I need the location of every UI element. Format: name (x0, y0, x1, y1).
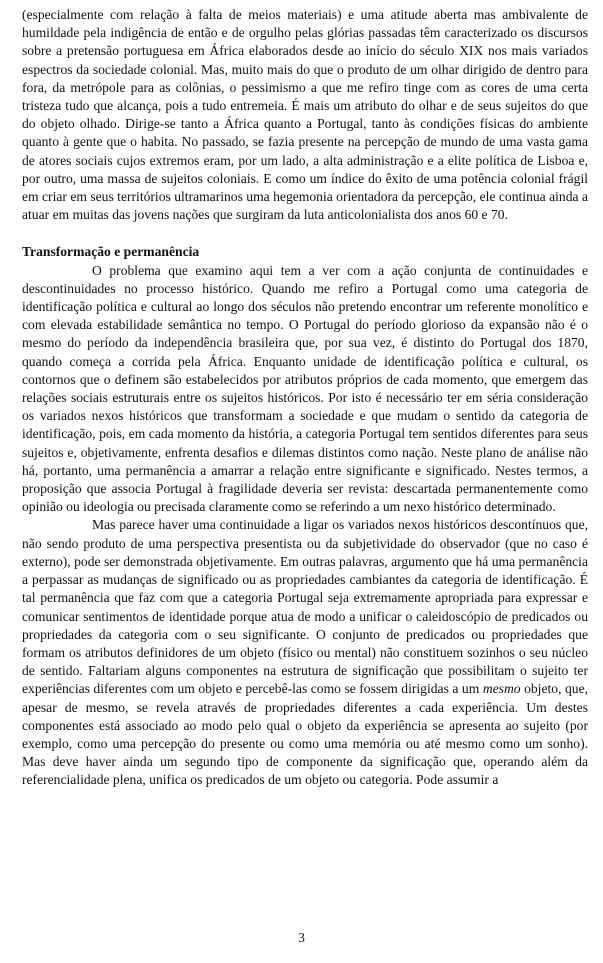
paragraph-3-text-end: objeto, que, apesar de mesmo, se revela através de propriedades diferentes a cada experiência. Um destes componentes está associado ao modo pelo qual o objeto da experiência se apresenta ao sujeito (por exemplo, como uma percepção do presente ou como uma memória ou até mesmo como um sonho). Mas deve haver ainda um segundo tipo de componente da significação que, operando além da referencialidade plena, unifica os predicados de um objeto ou categoria. Pode assumir a (22, 681, 588, 788)
paragraph-3-emphasis: mesmo (482, 681, 521, 697)
page-number: 3 (298, 930, 305, 945)
paragraph-1: (especialmente com relação à falta de meios materiais) e uma atitude aberta mas ambivalente de humildade pela indigência de então e de orgulho pelas glórias passadas têm caracterizado os discursos sobre a pretensão portuguesa em África elaborados desde ao início do século XIX nos mais variados espectros da sociedade colonial. Mas, muito mais do que o produto de um olhar dirigido de dentro para fora, da metrópole para as colônias, o pessimismo a que me refiro tinge com as cores de uma certa tristeza tudo que alcança, pois a tudo entremeia. É mais um atributo do olhar e de seus sujeitos do que do objeto olhado. Dirige-se tanto a África quanto a Portugal, tanto às condições físicas do ambiente quanto à gente que o habita. No passado, se fazia presente na percepção de mundo de uma vasta gama de atores sociais cujos extremos eram, por um lado, a alta administração e a elite política de Lisboa e, por outro, uma massa de sujeitos coloniais. E como um índice do êxito de uma potência colonial frágil em criar em seus territórios ultramarinos uma hegemonia orientadora da percepção, ele continua ainda a atuar em muitas das jovens nações que surgiram da luta anticolonialista dos anos 60 e 70. (22, 7, 588, 223)
paragraph-3-text-start: Mas parece haver uma continuidade a ligar os variados nexos históricos descontínuos que, não sendo produto de uma perspectiva presentista ou da subjetividade do observador (que no caso é externo), pode ser demonstrada objetivamente. Em outras palavras, argumento que há uma permanência a perpassar as mudanças de significado ou as propriedades cambiantes da categoria de identificação. É tal permanência que faz com que a categoria Portugal seja extremamente apropriada para expressar e comunicar sentimentos de identidade porque atua de modo a unificar o caleidoscópio de predicados ou propriedades da categoria com o seu significante. O conjunto de predicados ou propriedades que formam os atributos definidores de um objeto (físico ou mental) não constituem sozinhos o seu núcleo de sentido. Faltariam alguns componentes na estrutura de significação que possibilitam o sujeito ter experiências diferentes com um objeto e percebê-las como se fossem dirigidas a um (22, 517, 588, 697)
paragraph-2: O problema que examino aqui tem a ver com a ação conjunta de continuidades e descontinuidades no processo histórico. Quando me refiro a Portugal como uma categoria de identificação política e cultural ao longo dos séculos não pretendo encontrar um referente monolítico e com elevada estabilidade semântica no tempo. O Portugal do período glorioso da expansão não é o mesmo do período da independência brasileira que, por sua vez, é distinto do Portugal dos 1870, quando começa a corrida pela África. Enquanto unidade de identificação política e cultural, os contornos que o definem são estabelecidos por atributos próprios de cada momento, que emergem das relações sociais estruturais entre os sujeitos históricos. Por isto é necessário ter em séria consideração os variados nexos históricos que transformam a sociedade e que mudam o sentido da categoria de identificação, pois, em cada momento da história, a categoria Portugal tem sentidos diferentes para seus sujeitos e, objetivamente, enfrenta desafios e dilemas distintos como nação. Neste plano de análise não há, portanto, uma permanência a amarrar a relação entre significante e significado. Nestes termos, a proposição que associa Portugal à fragilidade deveria ser revista: descartada permanentemente como opinião ou ideologia ou precisada claramente como se referindo a um nexo histórico determinado. (22, 262, 588, 515)
section-heading: Transformação e permanência (22, 244, 200, 260)
paragraph-3 (22, 516, 588, 789)
document-page (22, 6, 588, 790)
